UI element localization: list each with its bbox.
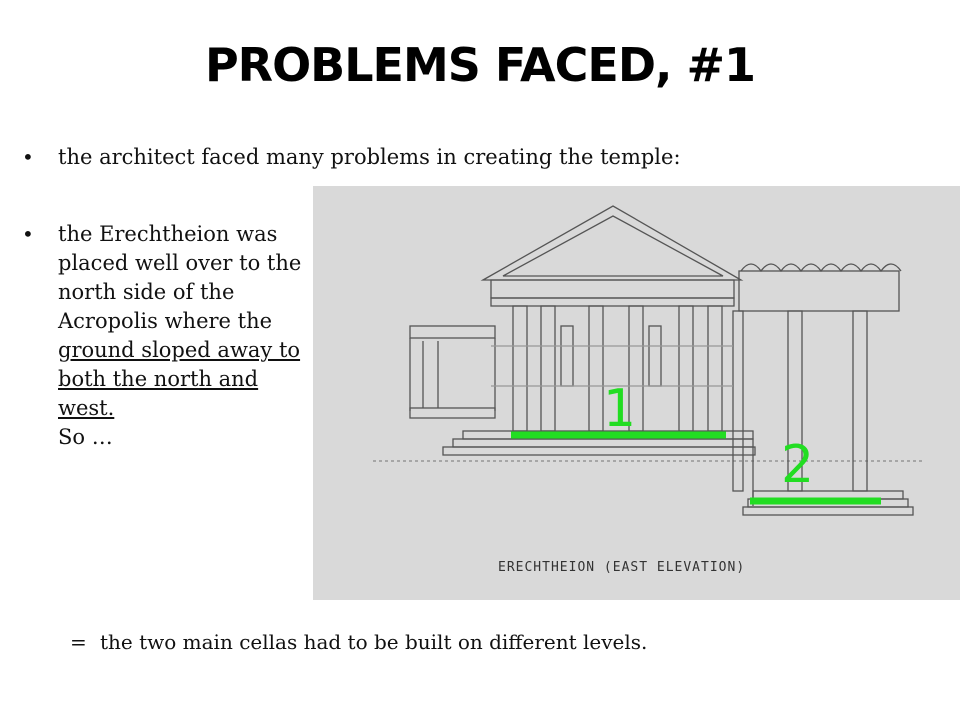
slide-title: PROBLEMS FACED, #1 [204, 38, 756, 92]
bullet-text: the Erechtheion was placed well over to the north side of the Acropolis where the [58, 222, 302, 333]
bullet-item [22, 220, 313, 452]
conclusion-text: the two main cellas had to be built on different levels. [100, 630, 648, 654]
erechtheion-elevation-drawing [313, 186, 960, 600]
elevation-sketch [313, 186, 960, 600]
bullet-continuation: So … [58, 425, 113, 449]
conclusion-line [70, 628, 647, 656]
level-marker-1: 1 [603, 379, 637, 439]
bullet-text: the architect faced many problems in creating the temple: [58, 145, 681, 169]
bullet-item [22, 143, 918, 172]
underlined-text: ground sloped away to both the north and west. [58, 338, 301, 420]
bullet-icon: • [22, 222, 34, 246]
drawing-caption: ERECHTHEION (EAST ELEVATION) [498, 560, 746, 575]
equals-sign: = [70, 630, 87, 654]
level-marker-2: 2 [781, 435, 815, 495]
bullet-icon: • [22, 145, 34, 169]
